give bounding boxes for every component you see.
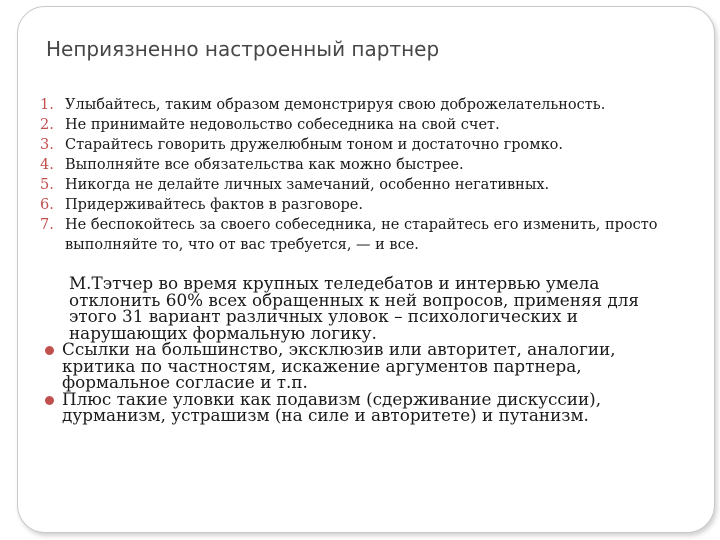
list-item-text: Никогда не делайте личных замечаний, особенно негативных. bbox=[65, 177, 550, 193]
bullet-dot-icon bbox=[40, 341, 62, 391]
body-block bbox=[40, 275, 680, 424]
bullet-line: критика по частностям, искажение аргументов партнера, bbox=[62, 355, 582, 376]
bullet-line: Ссылки на большинство, эксклюзив или авторитет, аналогии, bbox=[62, 339, 616, 359]
slide-frame bbox=[17, 6, 715, 533]
intro-line: М.Тэтчер во время крупных теледебатов и интервью умела bbox=[69, 273, 600, 293]
list-item bbox=[40, 155, 680, 175]
bullet-text bbox=[62, 341, 680, 391]
list-item bbox=[40, 175, 680, 195]
list-number: 4. bbox=[40, 157, 54, 173]
list-item-text: Придерживайтесь фактов в разговоре. bbox=[65, 197, 363, 213]
intro-line: этого 31 вариант различных уловок – психологических и bbox=[69, 306, 578, 326]
list-item-text: Не принимайте недовольство собеседника на свой счет. bbox=[65, 117, 500, 133]
list-number: 1. bbox=[40, 97, 54, 113]
bullet-line: дурманизм, устрашизм (на силе и авторитете) и путанизм. bbox=[62, 405, 589, 425]
bullet-text bbox=[62, 388, 680, 425]
list-number: 3. bbox=[40, 137, 54, 153]
list-item bbox=[40, 215, 680, 255]
list-item-text: Старайтесь говорить дружелюбным тоном и достаточно громко. bbox=[65, 137, 563, 153]
list-number: 6. bbox=[40, 197, 54, 213]
bullet-list bbox=[40, 341, 680, 424]
intro-paragraph bbox=[65, 275, 680, 341]
list-item bbox=[40, 135, 680, 155]
list-item-text: Выполняйте все обязательства как можно быстрее. bbox=[65, 157, 464, 173]
list-number: 7. bbox=[40, 217, 54, 233]
list-item-text: Улыбайтесь, таким образом демонстрируя свою доброжелательность. bbox=[65, 97, 606, 113]
bullet-item bbox=[40, 341, 680, 391]
bullet-dot-icon bbox=[40, 391, 62, 424]
bullet-line: формальное согласие и т.п. bbox=[62, 372, 308, 392]
intro-line: нарушающих формальную логику. bbox=[69, 322, 377, 343]
list-item bbox=[40, 95, 680, 115]
list-item bbox=[40, 115, 680, 135]
list-number: 5. bbox=[40, 177, 54, 193]
slide-title: Неприязненно настроенный партнер bbox=[46, 37, 440, 61]
list-item bbox=[40, 195, 680, 215]
list-item-text: Не беспокойтесь за своего собеседника, не старайтесь его изменить, просто выполняйте то, что от вас требуется, — и все. bbox=[65, 217, 658, 253]
bullet-item bbox=[40, 388, 680, 425]
intro-line: отклонить 60% всех обращенных к ней вопросов, применяя для bbox=[69, 289, 640, 310]
bullet-line: Плюс такие уловки как подавизм (сдерживание дискуссии), bbox=[62, 388, 602, 409]
list-number: 2. bbox=[40, 117, 54, 133]
numbered-list bbox=[40, 95, 680, 255]
